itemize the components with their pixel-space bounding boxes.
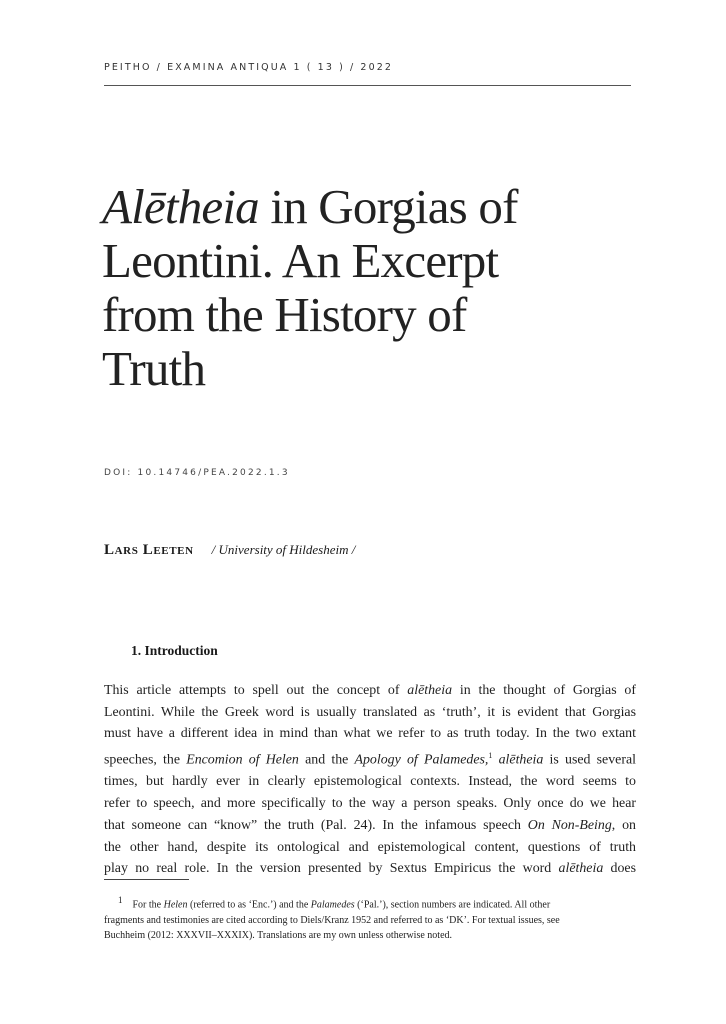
author-line	[104, 542, 355, 559]
body-line: Leontini. While the Greek word is usually translated as ‘truth’, it is evident that Gorgias	[104, 704, 636, 720]
body-line: play no real role. In the version presented by Sextus Empiricus the word alētheia does	[104, 861, 637, 877]
doi: DOI: 10.14746/PEA.2022.1.3	[104, 468, 290, 478]
article-title	[102, 180, 602, 396]
title-line-3: from the History of	[102, 287, 467, 342]
section-heading: 1. Introduction	[131, 643, 218, 658]
body-line: that someone can “know” the truth (Pal. 24). In the infamous speech On Non-Being, on	[104, 817, 636, 833]
footnote-rule	[104, 879, 189, 880]
body-line: the other hand, despite its ontological and epistemological content, questions of truth	[104, 839, 636, 855]
running-head: PEITHO / EXAMINA ANTIQUA 1 ( 13 ) / 2022	[104, 62, 394, 73]
body-line: speeches, the Encomion of Helen and the Apology of Palamedes,$^1$ alētheia is used several	[104, 751, 636, 768]
footnote-ref: 1	[488, 751, 493, 761]
title-line-4: Truth	[102, 341, 206, 396]
author-affiliation: / University of Hildesheim /	[211, 542, 356, 557]
header-rule	[104, 85, 631, 86]
body-line: must have a different idea in mind than what we refer to as truth today. In the two extant	[104, 726, 636, 742]
body-line: This article attempts to spell out the concept of alētheia in the thought of Gorgias of	[104, 683, 636, 698]
title-line-2: Leontini. An Excerpt	[102, 233, 499, 288]
body-line: refer to speech, and more specifically to the way a person speaks. Only once do we hear	[104, 796, 636, 812]
footnote	[104, 893, 631, 944]
footnote-line: $^1$ For the Helen (referred to as ‘Enc.’) and the Palamedes (‘Pal.’), section numbers are indicated. All other	[118, 895, 551, 911]
title-italic-word: Alētheia	[102, 179, 259, 234]
footnote-line: Buchheim (2012: XXXVII–XXXIX). Translations are my own unless otherwise noted.	[104, 930, 453, 942]
footnote-number: 1	[118, 895, 123, 905]
author-name: Lars Leeten	[104, 542, 194, 558]
body-line: times, but hardly ever in clearly epistemological contexts. Instead, the word seems to	[104, 774, 636, 790]
footnote-line: fragments and testimonies are cited according to Diels/Kranz 1952 and referred to as ‘DK’. For textual issues, see	[104, 914, 560, 926]
title-line-1: in Gorgias of	[258, 179, 518, 234]
body-paragraph	[104, 680, 636, 880]
